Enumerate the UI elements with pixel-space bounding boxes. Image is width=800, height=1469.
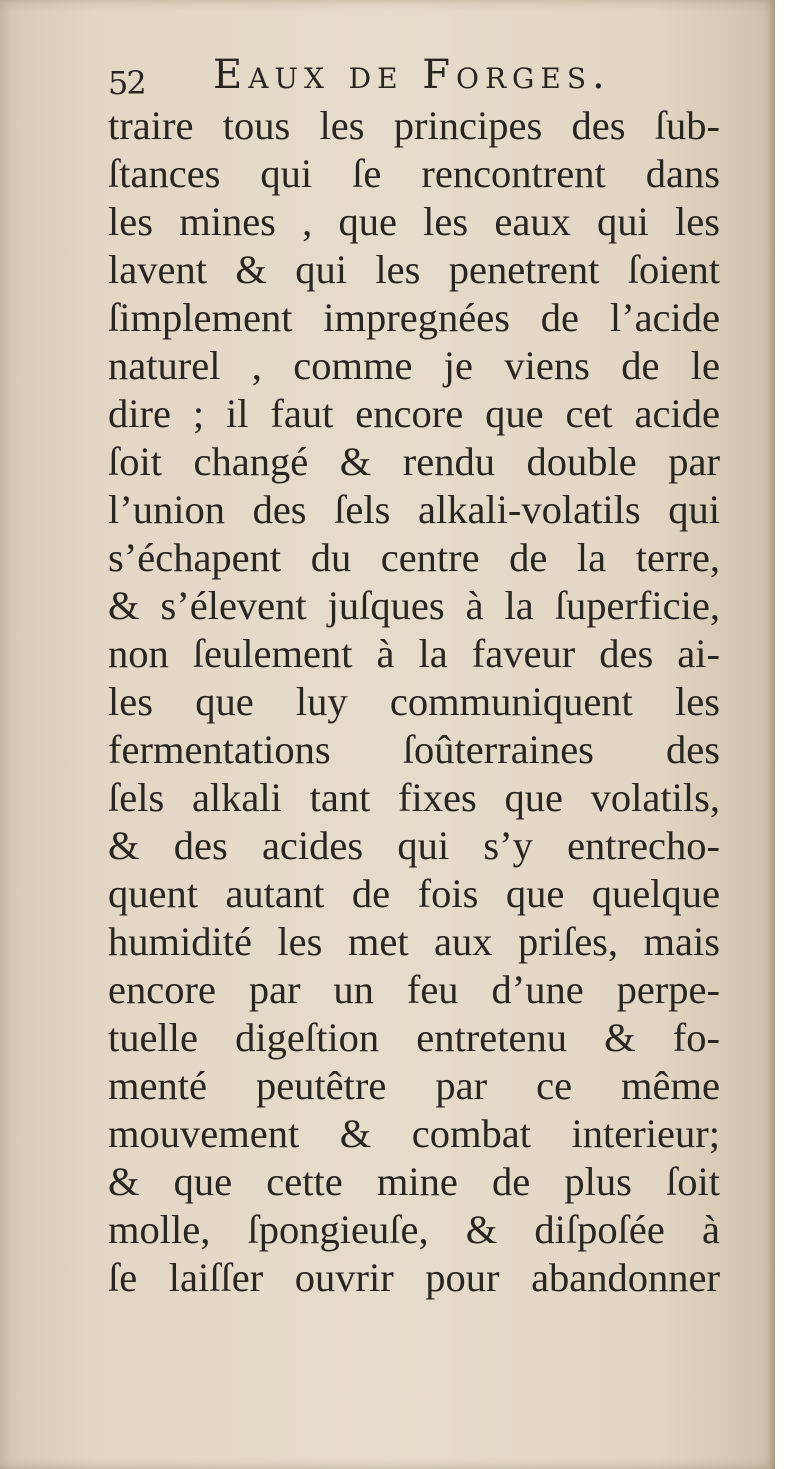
- text-line: ſoit changé & rendu double par: [108, 439, 720, 484]
- text-line: tuelle digeſtion entretenu & fo-: [108, 1015, 720, 1060]
- text-line: quent autant de fois que quelque: [108, 871, 720, 916]
- text-line: menté peutêtre par ce même: [108, 1063, 720, 1108]
- text-line: fermentations ſoûterraines des: [108, 727, 720, 772]
- text-line: ſimplement impregnées de l’acide: [108, 295, 720, 340]
- text-line: & que cette mine de plus ſoit: [108, 1159, 720, 1204]
- text-line: l’union des ſels alkali-volatils qui: [108, 487, 720, 532]
- page-header: [108, 52, 708, 102]
- text-line: encore par un feu d’une perpe-: [108, 967, 720, 1012]
- text-line: lavent & qui les penetrent ſoient: [108, 247, 720, 292]
- text-line: ſtances qui ſe rencontrent dans: [108, 151, 720, 196]
- text-line: traire tous les principes des ſub-: [108, 103, 720, 148]
- text-line: & s’élevent juſques à la ſuperficie,: [108, 583, 720, 628]
- text-line: ſe laiſſer ouvrir pour abandonner: [108, 1255, 720, 1300]
- text-line: humidité les met aux priſes, mais: [108, 919, 720, 964]
- text-line: mouvement & combat interieur;: [108, 1111, 720, 1156]
- body-text: [108, 102, 720, 1302]
- text-line: non ſeulement à la faveur des ai-: [108, 631, 720, 676]
- page-number: 52: [108, 64, 145, 102]
- text-line: les que luy communiquent les: [108, 679, 720, 724]
- text-line: ſels alkali tant fixes que volatils,: [108, 775, 720, 820]
- running-head: Eaux de Forges.: [213, 52, 611, 98]
- text-line: & des acides qui s’y entrecho-: [108, 823, 720, 868]
- text-line: naturel , comme je viens de le: [108, 343, 720, 388]
- text-line: s’échapent du centre de la terre,: [108, 535, 720, 580]
- text-line: dire ; il faut encore que cet acide: [108, 391, 720, 436]
- text-line: molle, ſpongieuſe, & diſpoſée à: [108, 1207, 720, 1252]
- text-line: les mines , que les eaux qui les: [108, 199, 720, 244]
